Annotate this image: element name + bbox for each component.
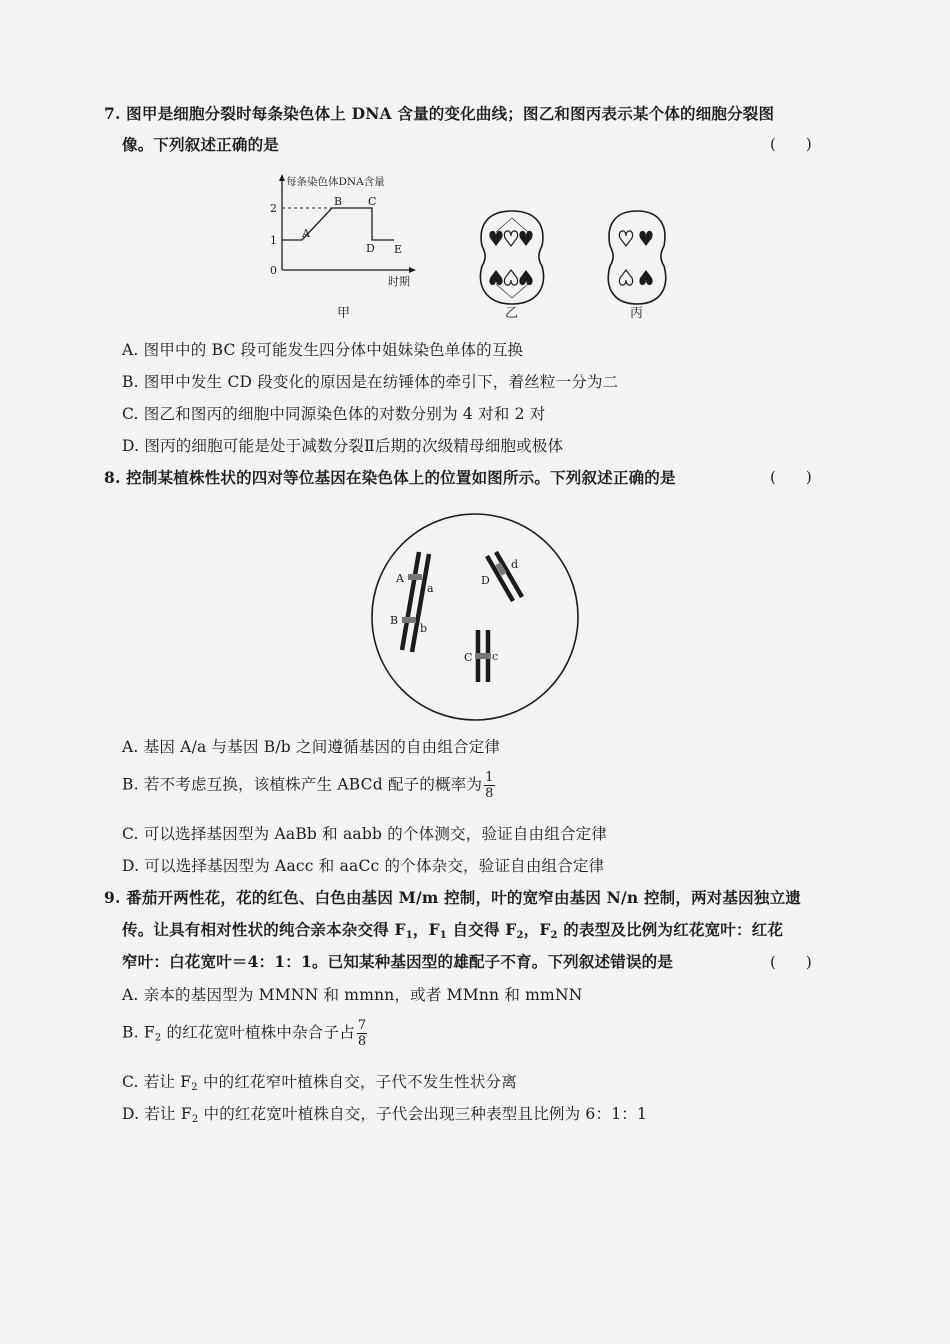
chromosomes-top-bing [619, 231, 652, 246]
graph-y-arrow [279, 174, 285, 181]
subscript-2: 2 [191, 1114, 199, 1125]
q7-answer-bracket: ( ) [770, 135, 812, 153]
graph-x-label: 时期 [388, 275, 410, 288]
q8-option-b-text: B. 若不考虑互换，该植株产生 ABCd 配子的概率为 [122, 775, 483, 794]
q8-option-d: D. 可以选择基因型为 Aacc 和 aaCc 的个体杂交，验证自由组合定律 [122, 857, 605, 875]
q7-option-c: C. 图乙和图丙的细胞中同源染色体的对数分别为 4 对和 2 对 [122, 405, 546, 423]
q9-option-a: A. 亲本的基因型为 MMNN 和 mmnn，或者 MMnn 和 mmNN [122, 986, 583, 1004]
subscript-2: 2 [516, 930, 524, 941]
q9-option-b-text: 的红花宽叶植株中杂合子占 [161, 1023, 355, 1042]
q8-option-a: A. 基因 A/a 与基因 B/b 之间遵循基因的自由组合定律 [122, 738, 501, 756]
q8-option-b-fraction [484, 770, 494, 801]
graph-point-e: E [394, 243, 403, 256]
q7-option-a: A. 图甲中的 BC 段可能发生四分体中姐妹染色单体的互换 [122, 341, 524, 359]
caption-yi: 乙 [505, 306, 519, 321]
fraction-numerator: 7 [357, 1018, 367, 1033]
q9-stem-line2-part3: 自交得 F [446, 920, 517, 939]
graph-tick-1: 1 [270, 234, 277, 247]
q9-option-d [122, 1102, 647, 1125]
graph-point-d: D [366, 242, 375, 255]
locus-a [408, 574, 422, 580]
q9-stem-line2-part2: ，F [412, 920, 440, 939]
spindle-yi [496, 218, 528, 298]
gene-d: d [511, 558, 519, 571]
q9-option-b [122, 1018, 367, 1049]
q9-option-d-prefix: D. 若让 F [122, 1105, 192, 1123]
locus-c [475, 653, 491, 659]
graph-point-a: A [302, 227, 310, 240]
subscript-2: 2 [154, 1032, 162, 1044]
chromosome-pair-ab [402, 552, 429, 652]
q9-stem-line2 [122, 918, 783, 941]
q9-stem-line2-part4: ，F [523, 920, 551, 939]
fraction-numerator: 1 [485, 770, 494, 785]
graph-point-c: C [368, 195, 377, 208]
subscript-1: 1 [439, 930, 447, 941]
graph-point-b: B [334, 195, 343, 208]
q9-option-c-prefix: C. 若让 F [122, 1073, 192, 1091]
caption-jia: 甲 [337, 306, 351, 321]
q8-stem: 8. 控制某植株性状的四对等位基因在染色体上的位置如图所示。下列叙述正确的是 [104, 468, 676, 487]
gene-D: D [481, 574, 490, 587]
gene-A: A [396, 572, 404, 585]
q9-answer-bracket: ( ) [770, 953, 812, 971]
graph-x-arrow [409, 267, 416, 273]
q9-stem-line3: 窄叶：白花宽叶＝4：1：1。已知某种基因型的雄配子不育。下列叙述错误的是 [122, 952, 674, 971]
q8-option-c: C. 可以选择基因型为 AaBb 和 aabb 的个体测交，验证自由组合定律 [122, 825, 608, 843]
subscript-2: 2 [550, 930, 558, 941]
fraction-denominator: 8 [485, 786, 494, 801]
q9-option-c [122, 1070, 517, 1093]
q9-stem-line2-part1: 传。让具有相对性状的纯合亲本杂交得 F [122, 920, 406, 939]
q9-option-d-text: 中的红花宽叶植株自交，子代会出现三种表型且比例为 6：1：1 [198, 1105, 648, 1123]
q9-option-b-prefix: B. F [122, 1023, 155, 1042]
q7-option-d: D. 图丙的细胞可能是处于减数分裂Ⅱ后期的次级精母细胞或极体 [122, 437, 564, 455]
caption-bing: 丙 [630, 306, 644, 321]
chromosomes-bottom-yi [489, 270, 532, 285]
graph-curve [282, 208, 394, 240]
q9-stem-line2-part5: 的表型及比例为红花宽叶：红花 [557, 920, 784, 939]
gene-C: C [464, 651, 473, 664]
q7-stem-line1: 7. 图甲是细胞分裂时每条染色体上 DNA 含量的变化曲线；图乙和图丙表示某个体的细胞分裂图 [104, 104, 775, 123]
subscript-2: 2 [191, 1082, 198, 1093]
gene-B: B [390, 614, 399, 627]
cell-membrane-bing [608, 211, 665, 304]
q8-option-b [122, 770, 495, 801]
figure-gene-cell [370, 512, 580, 722]
q7-option-b: B. 图甲中发生 CD 段变化的原因是在纺锤体的牵引下，着丝粒一分为二 [122, 373, 619, 391]
figure-yi-cell [472, 208, 552, 308]
q8-answer-bracket: ( ) [770, 468, 812, 486]
chromosomes-bottom-bing [619, 270, 652, 285]
graph-tick-0: 0 [270, 264, 277, 277]
q9-stem-line1: 9. 番茄开两性花，花的红色、白色由基因 M/m 控制，叶的宽窄由基因 N/n 控制，两对基因独立遗 [104, 888, 801, 907]
chromosomes-top-yi [489, 231, 532, 246]
fraction-denominator: 8 [357, 1034, 367, 1049]
gene-b: b [420, 622, 428, 635]
graph-tick-2: 2 [270, 202, 277, 215]
locus-b [402, 617, 416, 623]
gene-c: c [492, 650, 499, 663]
q9-option-b-fraction [357, 1018, 367, 1049]
q9-option-c-text: 中的红花窄叶植株自交，子代不发生性状分离 [197, 1073, 517, 1091]
cell-membrane-yi [480, 211, 543, 304]
gene-a: a [427, 582, 434, 595]
subscript-1: 1 [405, 930, 413, 941]
q7-stem-line2: 像。下列叙述正确的是 [122, 135, 280, 154]
graph-y-label: 每条染色体DNA含量 [286, 176, 385, 188]
figure-jia-graph [262, 172, 462, 302]
figure-bing-cell [602, 208, 672, 308]
